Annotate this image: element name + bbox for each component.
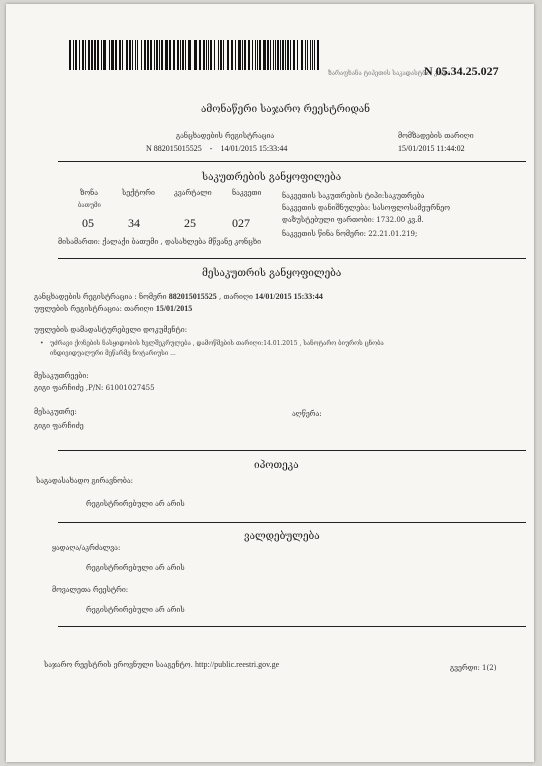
barcode-bar	[267, 40, 269, 70]
barcode-bar	[122, 40, 123, 70]
divider	[58, 258, 526, 259]
barcode-bar	[252, 40, 253, 70]
barcode-bar	[290, 40, 291, 70]
barcode-bar	[109, 40, 110, 70]
barcode-bar	[220, 40, 222, 70]
owner-basis-label: უფლების დამადასტურებელი დოკუმენტი:	[34, 326, 188, 334]
owner-basis-text-1: უძრავი ქონების ნასყიდობის ხელშეკრულება , დამოწმების თარიღი:14.01.2015 , სანოტარო ბიუროს ცნობა	[50, 340, 384, 347]
barcode-bar	[218, 40, 219, 70]
barcode-bar	[263, 40, 266, 70]
barcode-bar	[314, 40, 315, 70]
barcode-bar	[210, 40, 212, 70]
owner-description-value: გიგი ფარჩიძე	[34, 422, 84, 430]
barcode-bar	[231, 40, 233, 70]
barcode-bar	[214, 40, 215, 70]
barcode-bar	[103, 40, 106, 70]
mortgage-subject-label: საგადასახადო გირავნობა:	[36, 477, 134, 485]
barcode-bar	[137, 40, 138, 70]
barcode-bar	[82, 40, 84, 70]
barcode-bar	[238, 40, 241, 70]
barcode-bar	[161, 40, 163, 70]
cadastral-code: N 05.34.25.027	[424, 64, 499, 78]
barcode-bar	[88, 40, 90, 70]
debtor-value: რეგისტრირებული არ არის	[86, 606, 185, 614]
barcode-bar	[282, 40, 284, 70]
barcode	[69, 40, 325, 70]
cadastral-code-label: ზარაფხანა ტიპეთის საკადასტრო კოდი	[328, 70, 451, 77]
barcode-bar	[248, 40, 250, 70]
debtor-label: მოვალეთა რეესტრი:	[52, 586, 129, 594]
property-section-title: საკუთრების განყოფილება	[202, 172, 342, 183]
barcode-bar	[75, 40, 77, 70]
barcode-bar	[206, 40, 207, 70]
bullet: •	[40, 340, 44, 347]
prep-date: 15/01/2015 11:44:02	[398, 144, 465, 153]
barcode-bar	[203, 40, 205, 70]
barcode-bar	[235, 40, 236, 70]
barcode-bar	[126, 40, 128, 70]
owner-right-reg: უფლების რეგისტრაცია: თარიღი 15/01/2015	[34, 304, 193, 313]
barcode-bar	[79, 40, 80, 70]
barcode-bar	[111, 40, 114, 70]
barcode-bar	[270, 40, 271, 70]
barcode-bar	[144, 40, 146, 70]
barcode-bar	[257, 40, 258, 70]
barcode-bar	[293, 40, 295, 70]
col-header-sector: სექტორი	[122, 189, 155, 197]
barcode-bar	[310, 40, 311, 70]
barcode-bar	[156, 40, 158, 70]
owner-section-title: მესაკუთრის განყოფილება	[202, 268, 342, 279]
code-zone: 05	[82, 216, 94, 230]
barcode-bar	[227, 40, 229, 70]
owners-label: მესაკუთრეები:	[34, 372, 89, 380]
barcode-bar	[85, 40, 86, 70]
footer-page-number: გვერდი: 1(2)	[450, 664, 497, 672]
col-header-zone: ზონა	[80, 189, 98, 197]
barcode-bar	[259, 40, 261, 70]
barcode-bar	[180, 40, 181, 70]
registry-title: ამონაწერი საჯარო რეესტრიდან	[201, 104, 371, 115]
barcode-bar	[154, 40, 155, 70]
divider	[58, 522, 526, 523]
barcode-bar	[165, 40, 168, 70]
barcode-bar	[208, 40, 209, 70]
property-prev-number: ნაკვეთის წინა ნომერი: 22.21.01.219;	[282, 230, 418, 238]
mortgage-section-title: იპოთეკა	[254, 460, 299, 471]
divider	[58, 161, 526, 162]
code-plot: 027	[232, 216, 250, 230]
barcode-bar	[273, 40, 274, 70]
barcode-bar	[223, 40, 224, 70]
barcode-bar	[91, 40, 93, 70]
barcode-bar	[129, 40, 131, 70]
divider	[58, 450, 526, 451]
barcode-bar	[185, 40, 186, 70]
property-address: მისამართი: ქალაქი ბათუმი , დასახლება მწვანე კონცხი	[58, 238, 262, 246]
barcode-bar	[69, 40, 71, 70]
barcode-bar	[73, 40, 74, 70]
barcode-bar	[132, 40, 133, 70]
barcode-bar	[119, 40, 121, 70]
footer-agency: საჯარო რეესტრის ეროვნული სააგენტო. http://public.reestri.gov.ge	[44, 660, 280, 669]
barcode-bar	[305, 40, 306, 70]
seizure-value: რეგისტრირებული არ არის	[86, 564, 185, 572]
barcode-bar	[94, 40, 96, 70]
barcode-bar	[177, 40, 179, 70]
debts-section-title: ვალდებულება	[244, 531, 320, 542]
barcode-bar	[297, 40, 298, 70]
col-header-plot: ნაკვეთი	[232, 189, 262, 197]
col-header-quarter: კვარტალი	[174, 189, 212, 197]
barcode-bar	[159, 40, 160, 70]
barcode-bar	[244, 40, 246, 70]
barcode-bar	[275, 40, 276, 70]
property-ownership-type: ნაკვეთის საკუთრების ტიპი:საკუთრება	[282, 192, 425, 200]
barcode-bar	[135, 40, 136, 70]
barcode-bar	[242, 40, 243, 70]
application-label: განცხადების რეგისტრაცია	[176, 132, 275, 140]
divider	[58, 626, 526, 627]
barcode-bar	[277, 40, 279, 70]
barcode-bar	[317, 40, 319, 70]
owner-share-label: აღწერა:	[292, 410, 322, 418]
barcode-bar	[182, 40, 184, 70]
application-number: N 882015015525 - 14/01/2015 15:33:44	[146, 144, 288, 153]
prep-date-label: მომზადების თარიღი	[398, 132, 474, 140]
zone-name: ბათუმი	[78, 202, 101, 209]
owner-reg-line: განცხადების რეგისტრაცია : ნომერი 882015015525 , თარიღი 14/01/2015 15:33:44	[34, 292, 323, 301]
barcode-bar	[199, 40, 201, 70]
code-sector: 34	[128, 216, 140, 230]
barcode-bar	[115, 40, 117, 70]
property-purpose: ნაკვეთის დანიშნულება: სასოფლოსამეურნეო	[282, 204, 451, 212]
barcode-bar	[150, 40, 152, 70]
barcode-bar	[301, 40, 303, 70]
barcode-bar	[101, 40, 102, 70]
barcode-bar	[312, 40, 313, 70]
barcode-bar	[280, 40, 281, 70]
barcode-bar	[173, 40, 175, 70]
barcode-bar	[307, 40, 308, 70]
barcode-bar	[255, 40, 256, 70]
property-area: დაზუსტებული ფართობი: 1732.00 კვ.მ.	[282, 216, 424, 224]
barcode-bar	[169, 40, 171, 70]
barcode-bar	[194, 40, 197, 70]
owners-value: გიგი ფარჩიძე ,P/N: 61001027455	[34, 384, 155, 392]
code-quarter: 25	[184, 216, 196, 230]
barcode-bar	[287, 40, 289, 70]
barcode-bar	[141, 40, 142, 70]
barcode-bar	[147, 40, 149, 70]
barcode-bar	[97, 40, 99, 70]
owner-basis-text-2: ინდივიდუალური მეწარმე ნოტარიუსი ...	[50, 350, 176, 357]
mortgage-subject-value: რეგისტრირებული არ არის	[86, 500, 185, 508]
document-page	[6, 4, 534, 762]
barcode-bar	[188, 40, 191, 70]
barcode-bar	[285, 40, 286, 70]
owner-description-label: მესაკუთრე:	[34, 408, 77, 416]
seizure-label: ყადაღა/აკრძალვა:	[52, 544, 121, 552]
